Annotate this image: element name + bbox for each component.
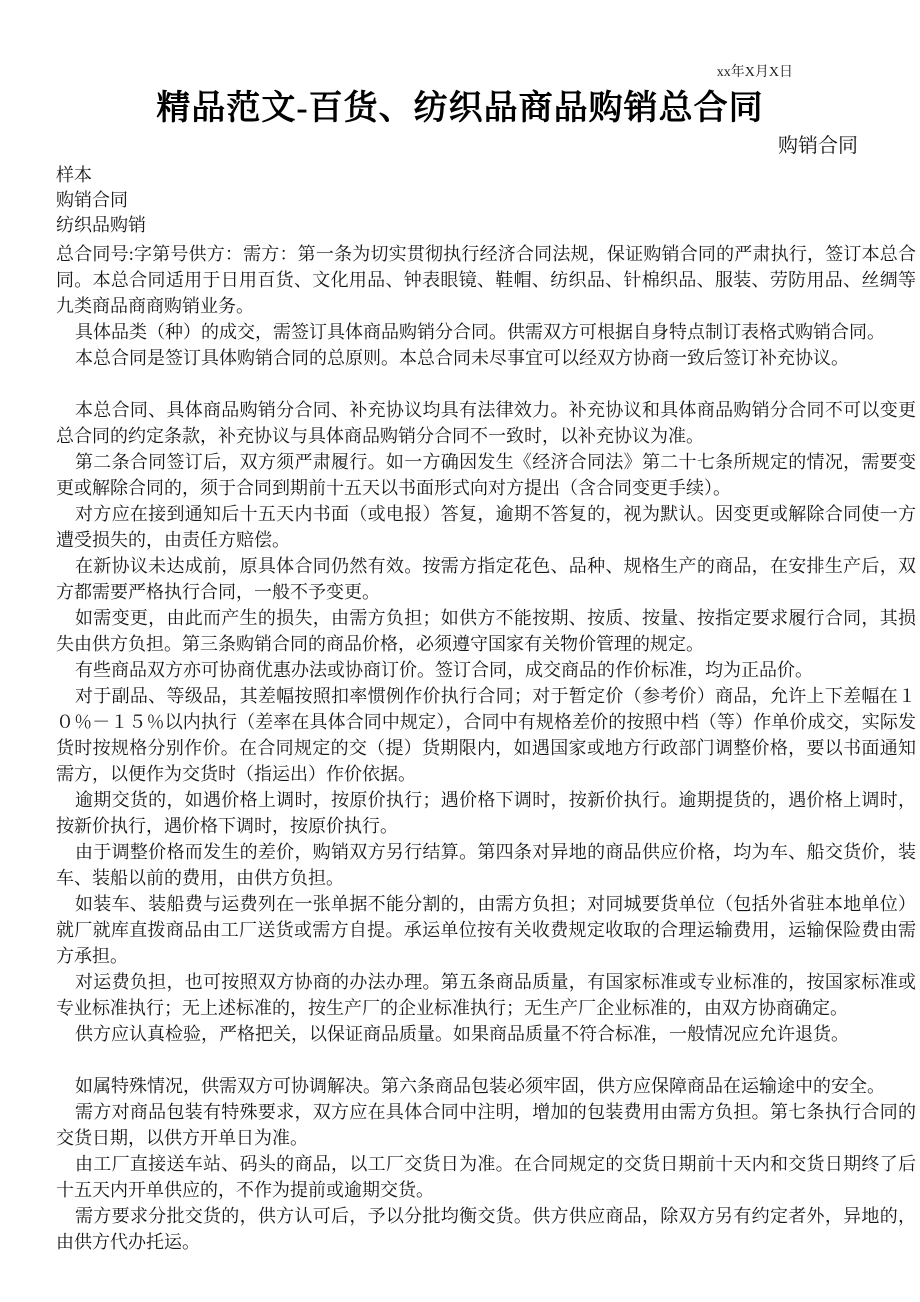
paragraph: 需方要求分批交货的，供方认可后，予以分批均衡交货。供方供应商品，除双方另有约定者外，异地的，由供方代办托运。	[56, 1206, 916, 1253]
label-purchase-sale-contract: 购销合同	[56, 190, 128, 211]
paragraph: 由工厂直接送车站、码头的商品，以工厂交货日为准。在合同规定的交货日期前十天内和交货日期终了后十五天内开单供应的，不作为提前或逾期交货。	[56, 1154, 916, 1201]
label-sample: 样本	[56, 165, 92, 186]
paragraph-clause-5: 对运费负担，也可按照双方协商的办法办理。第五条商品质量，有国家标准或专业标准的，按国家标准或专业标准执行；无上述标准的，按生产厂的企业标准执行；无生产厂企业标准的，由双方协商确定。	[56, 972, 916, 1019]
document-title: 精品范文-百货、纺织品商品购销总合同	[156, 90, 764, 127]
paragraph: 对方应在接到通知后十五天内书面（或电报）答复，逾期不答复的，视为默认。因变更或解除合同使一方遭受损失的，由责任方赔偿。	[56, 504, 916, 551]
subtitle-purchase-sale-contract: 购销合同	[778, 135, 858, 158]
paragraph: 供方应认真检验，严格把关，以保证商品质量。如果商品质量不符合标准，一般情况应允许退货。	[75, 1024, 849, 1045]
paragraph: 对于副品、等级品，其差幅按照扣率惯例作价执行合同；对于暂定价（参考价）商品，允许上下差幅在１０％－１５％以内执行（差率在具体合同中规定），合同中有规格差价的按照中档（等）作单价成交，实际发货时按规格分别作价。在合同规定的交（提）货期限内，如遇国家或地方行政部门调整价格，要以书面通知需方，以便作为交货时（指运出）作价依据。	[56, 686, 916, 785]
date-line: xx年X月X日	[716, 65, 793, 80]
paragraph: 逾期交货的，如遇价格上调时，按原价执行；遇价格下调时，按新价执行。逾期提货的，遇价格上调时，按新价执行，遇价格下调时，按原价执行。	[56, 790, 916, 837]
paragraph-clause-6: 如属特殊情况，供需双方可协调解决。第六条商品包装必须牢固，供方应保障商品在运输途中的安全。	[75, 1076, 885, 1097]
paragraph: 有些商品双方亦可协商优惠办法或协商订价。签订合同，成交商品的作价标准，均为正品价。	[75, 660, 813, 681]
paragraph-contract-number-and-clause-1: 总合同号:字第号供方：需方：第一条为切实贯彻执行经济合同法规，保证购销合同的严肃执行，签订本总合同。本总合同适用于日用百货、文化用品、钟表眼镜、鞋帽、纺织品、针棉织品、服装、劳防用品、丝绸等九类商品商商购销业务。	[56, 244, 916, 317]
paragraph: 本总合同是签订具体购销合同的总原则。本总合同未尽事宜可以经双方协商一致后签订补充协议。	[75, 348, 849, 369]
paragraph-clause-7: 需方对商品包装有特殊要求，双方应在具体合同中注明，增加的包装费用由需方负担。第七条执行合同的交货日期，以供方开单日为准。	[56, 1102, 916, 1149]
paragraph-clause-4: 由于调整价格而发生的差价，购销双方另行结算。第四条对异地的商品供应价格，均为车、船交货价，装车、装船以前的费用，由供方负担。	[56, 842, 916, 889]
contract-body	[56, 241, 916, 1255]
paragraph: 具体品类（种）的成交，需签订具体商品购销分合同。供需双方可根据自身特点制订表格式购销合同。	[75, 322, 885, 343]
label-textile-purchase-sale: 纺织品购销	[56, 215, 146, 236]
paragraph: 在新协议未达成前，原具体合同仍然有效。按需方指定花色、品种、规格生产的商品，在安排生产后，双方都需要严格执行合同，一般不予变更。	[56, 556, 916, 603]
paragraph: 如装车、装船费与运费列在一张单据不能分割的，由需方负担；对同城要货单位（包括外省驻本地单位）就厂就库直拨商品由工厂送货或需方自提。承运单位按有关收费规定收取的合理运输费用，运输保险费由需方承担。	[56, 894, 916, 967]
paragraph-clause-3: 如需变更，由此而产生的损失，由需方负担；如供方不能按期、按质、按量、按指定要求履行合同，其损失由供方负担。第三条购销合同的商品价格，必须遵守国家有关物价管理的规定。	[56, 608, 916, 655]
label-lines	[56, 163, 916, 238]
paragraph-clause-2: 第二条合同签订后，双方须严肃履行。如一方确因发生《经济合同法》第二十七条所规定的情况，需要变更或解除合同的，须于合同到期前十五天以书面形式向对方提出（含合同变更手续）。	[56, 452, 916, 499]
paragraph: 本总合同、具体商品购销分合同、补充协议均具有法律效力。补充协议和具体商品购销分合同不可以变更总合同的约定条款，补充协议与具体商品购销分合同不一致时，以补充协议为准。	[56, 400, 916, 447]
